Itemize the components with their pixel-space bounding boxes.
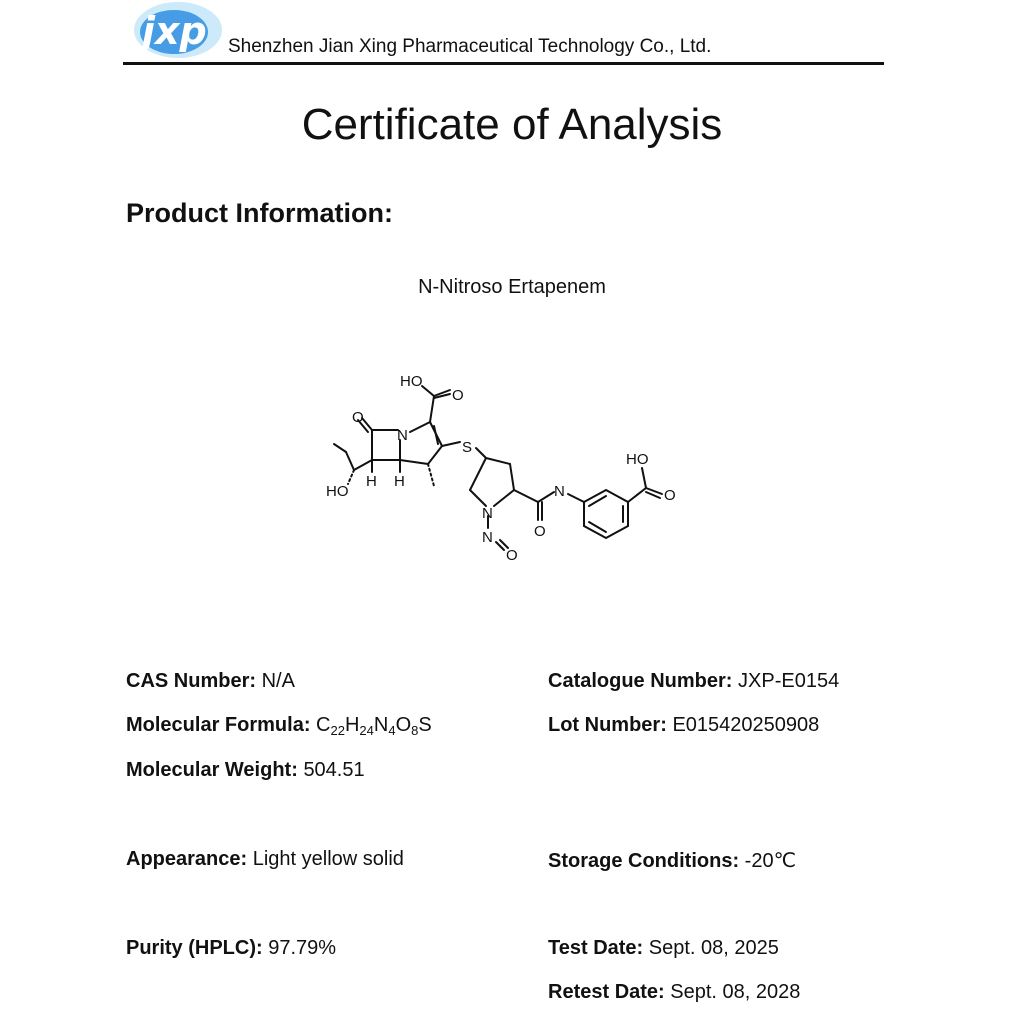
field-value: Sept. 08, 2028	[670, 981, 801, 1003]
field-value: 504.51	[303, 759, 365, 781]
page-title: Certificate of Analysis	[301, 100, 723, 149]
field-value: JXP-E0154	[738, 670, 840, 692]
field-label: Storage Conditions:	[548, 850, 740, 872]
field-value: Light yellow solid	[252, 848, 404, 870]
field-value: N/A	[261, 670, 295, 692]
field-molecular-weight	[126, 759, 365, 782]
label-n-pyrrolidine: N	[482, 505, 493, 522]
label-h2: H	[394, 473, 405, 490]
field-label: CAS Number:	[126, 670, 257, 692]
field-value: 97.79%	[268, 937, 337, 959]
field-label: Test Date:	[548, 937, 644, 959]
field-label: Retest Date:	[548, 981, 665, 1003]
field-appearance	[126, 848, 404, 871]
field-purity	[126, 937, 336, 960]
label-n-nitroso: N	[482, 529, 493, 546]
field-label: Lot Number:	[548, 714, 667, 736]
field-label: Molecular Formula:	[126, 714, 311, 736]
field-label: Appearance:	[126, 848, 248, 870]
field-value: -20℃	[744, 850, 797, 872]
field-cas-number	[126, 670, 295, 693]
company-name: Shenzhen Jian Xing Pharmaceutical Technology Co., Ltd.	[228, 36, 712, 57]
section-title: Product Information:	[126, 198, 393, 228]
field-molecular-formula	[126, 714, 432, 737]
product-name: N-Nitroso Ertapenem	[418, 276, 606, 298]
field-storage-conditions	[548, 848, 796, 873]
chemical-structure	[310, 360, 690, 570]
label-o-nitroso: O	[506, 547, 518, 564]
field-lot-number	[548, 714, 819, 737]
formula-value: $C_{22}H_{24}N_4O_8S$	[316, 714, 432, 738]
company-logo	[130, 0, 226, 64]
field-value: E015420250908	[672, 714, 820, 736]
field-catalogue-number	[548, 670, 839, 693]
field-retest-date	[548, 981, 800, 1004]
field-label: Catalogue Number:	[548, 670, 733, 692]
header-divider	[123, 62, 884, 65]
label-n-ring: N	[397, 427, 408, 444]
label-s: S	[462, 439, 473, 456]
label-nh: N	[554, 483, 565, 500]
field-label: Molecular Weight:	[126, 759, 298, 781]
label-ho-acid: HO	[400, 373, 423, 390]
label-o-ketone: O	[352, 409, 364, 426]
label-ho-benzoic: HO	[626, 451, 649, 468]
field-value: Sept. 08, 2025	[648, 937, 779, 959]
field-label: Purity (HPLC):	[126, 937, 263, 959]
logo-text: jxp	[142, 9, 207, 53]
label-h1: H	[366, 473, 377, 490]
label-o-amide: O	[534, 523, 546, 540]
label-o-acid: O	[452, 387, 464, 404]
field-test-date	[548, 937, 779, 960]
label-o-benzoic: O	[664, 487, 676, 504]
label-ho-side: HO	[326, 483, 349, 500]
